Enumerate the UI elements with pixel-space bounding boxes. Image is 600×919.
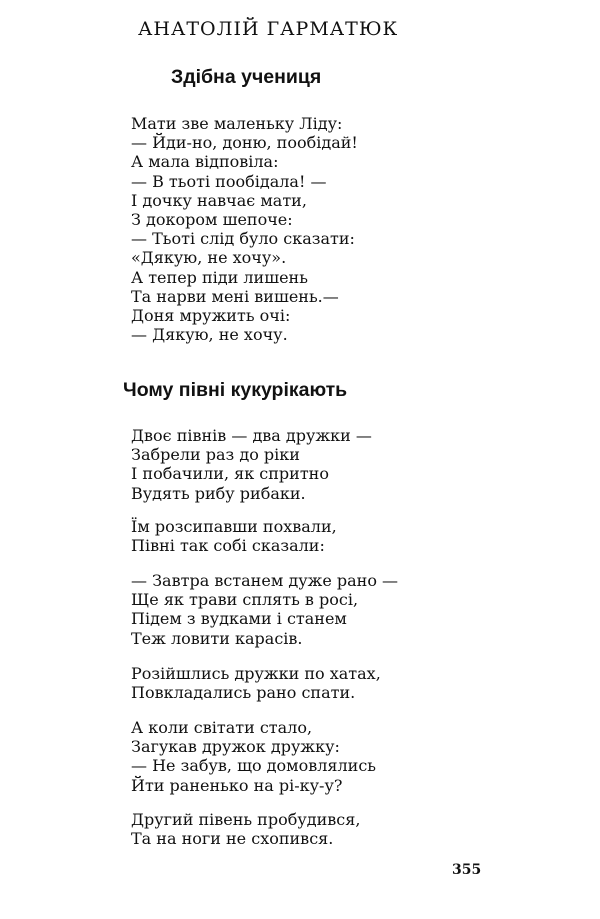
stanza	[131, 718, 376, 795]
poem-line: Та на ноги не схопився.	[131, 829, 334, 849]
poem-line: Другий півень пробудився,	[131, 810, 361, 829]
poem-line: — Завтра встанем дуже рано —	[131, 571, 399, 590]
stanza	[131, 426, 372, 503]
stanza	[131, 517, 337, 555]
poem-line: А мала відповіла:	[131, 152, 279, 172]
poem-line: Теж ловити карасів.	[131, 628, 303, 648]
poem-title: Чому півні кукурікають	[123, 379, 348, 401]
poem-title: Здібна учениця	[171, 66, 322, 88]
poem-line: — Тьоті слід було сказати:	[131, 229, 355, 249]
poem-line: Доня мружить очі:	[131, 305, 291, 325]
poem-line: Двоє півнів — два дружки —	[131, 426, 372, 445]
poem-line: Півні так собі сказали:	[131, 536, 325, 556]
poem-line: Розійшлись дружки по хатах,	[131, 664, 381, 683]
poem-line: — Не забув, що домовлялись	[131, 756, 377, 776]
poem-line: — Йди-но, доню, пообідай!	[131, 133, 358, 153]
stanza	[131, 810, 360, 848]
poem-line: Ще як трави сплять в росі,	[131, 590, 359, 610]
poem-line: Повкладались рано спати.	[131, 683, 356, 703]
page-number: 355	[452, 862, 482, 878]
author-name: АНАТОЛІЙ ГАРМАТЮК	[138, 18, 399, 40]
poem-line: І дочку навчає мати,	[131, 190, 307, 210]
poem-line: Йти раненько на рі-ку-у?	[131, 775, 343, 795]
poem-line: Їм розсипавши похвали,	[131, 517, 337, 536]
stanza	[131, 571, 398, 648]
poem-body	[131, 114, 358, 344]
poem-line: А коли світати стало,	[131, 718, 313, 737]
poem-line: Забрели раз до ріки	[131, 445, 300, 465]
poem-line: Підем з вудками і станем	[131, 609, 347, 629]
poem-line: Вудять рибу рибаки.	[131, 483, 306, 503]
poem-line: Та нарви мені вишень.—	[131, 286, 339, 306]
poem-line: І побачили, як спритно	[131, 464, 329, 484]
stanza	[131, 664, 381, 702]
poem-line: А тепер піди лишень	[131, 267, 308, 287]
poem-line: — Дякую, не хочу.	[131, 325, 288, 345]
poem-line: «Дякую, не хочу».	[131, 248, 287, 268]
poem-line: Загукав дружок дружку:	[131, 737, 340, 757]
poem-line: Мати зве маленьку Ліду:	[131, 114, 343, 133]
poem-line: — В тьоті пообідала! —	[131, 171, 327, 191]
poem-line: З докором шепоче:	[131, 209, 293, 229]
